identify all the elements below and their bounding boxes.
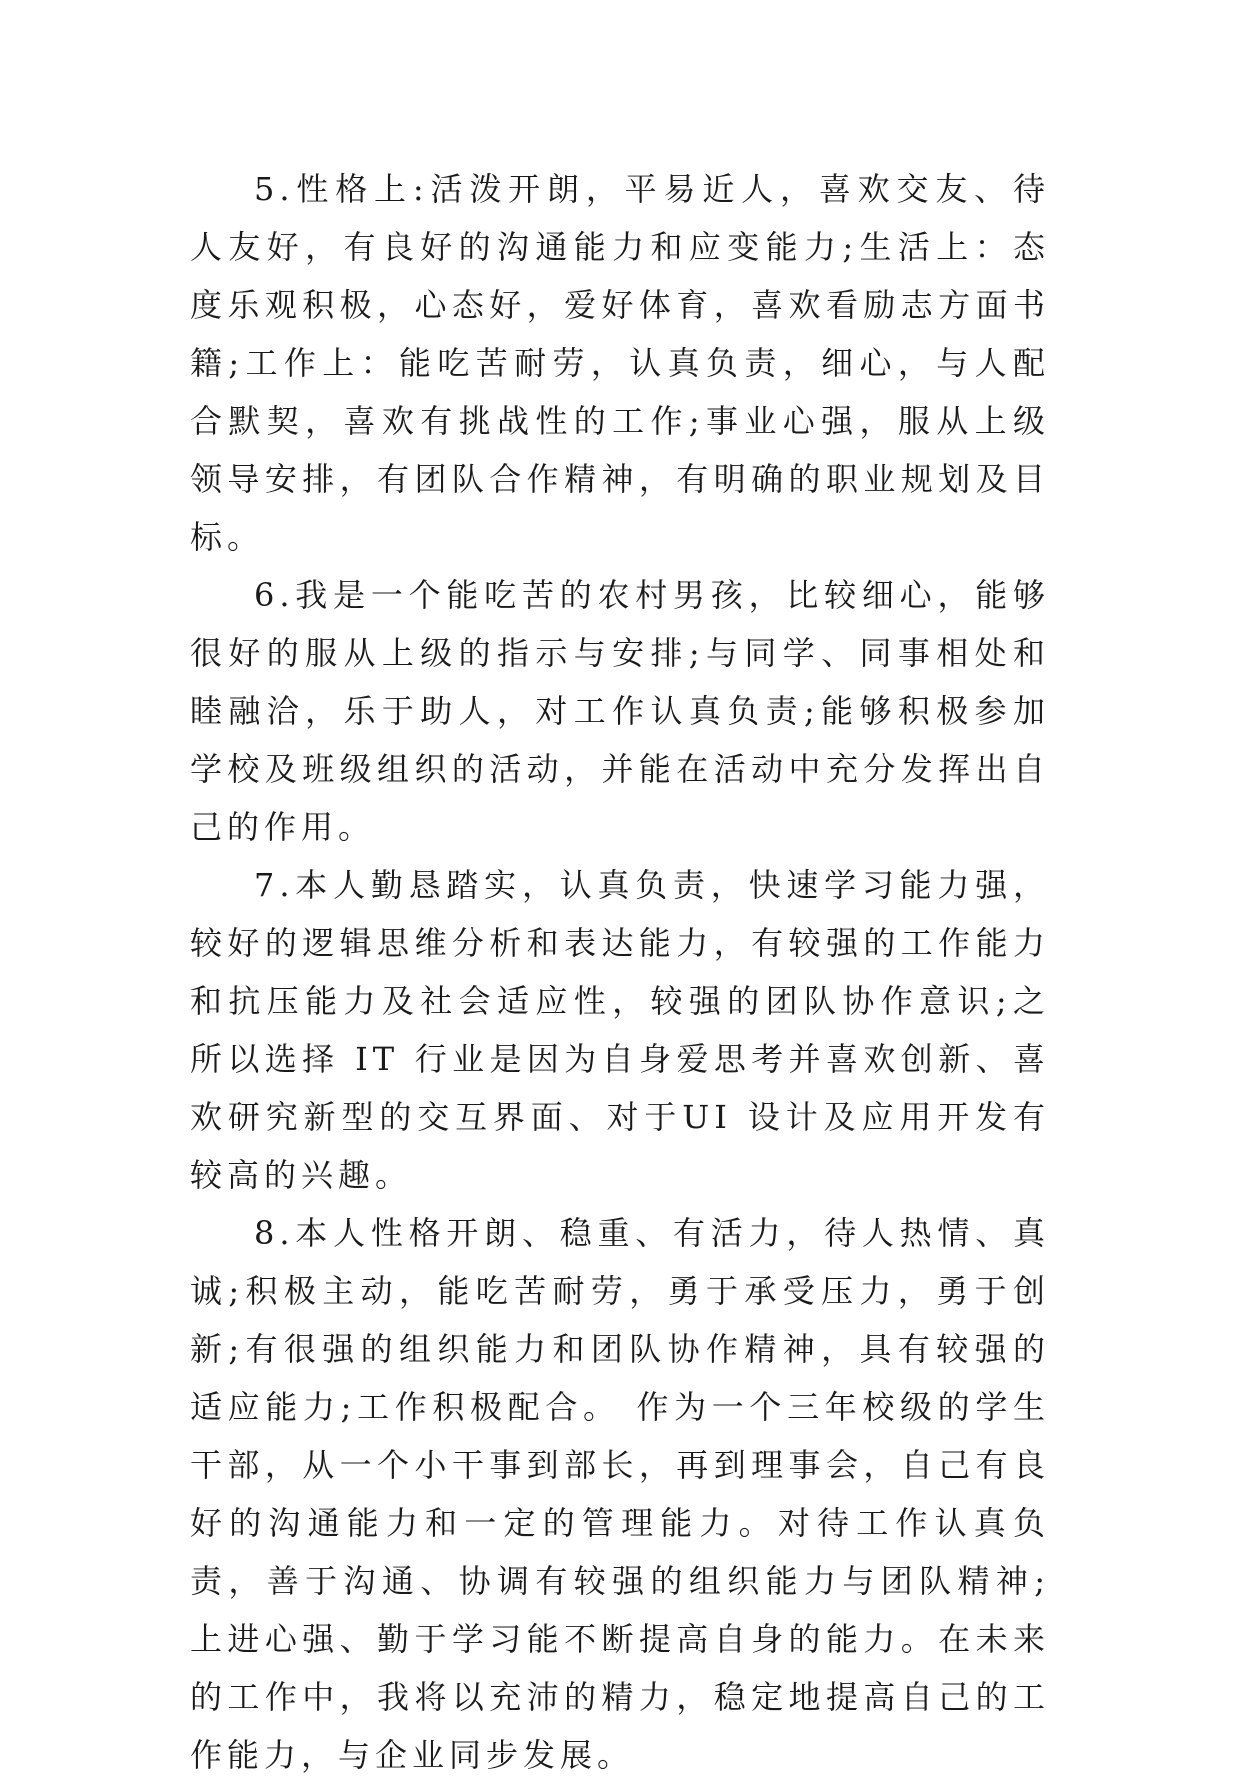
paragraph-8: 8.本人性格开朗、稳重、有活力，待人热情、真诚;积极主动，能吃苦耐劳，勇于承受压力，勇于创新;有很强的组织能力和团队协作精神，具有较强的适应能力;工作积极配合。 作为一个三年校级的学生干部，从一个小干事到部长，再到理事会，自己有良好的沟通能力和一定的管理能力。对待工作认真负责，善于沟通、协调有较强的组织能力与团队精神;上进心强、勤于学习能不断提高自身的能力。在未来的工作中，我将以充沛的精力，稳定地提高自己的工作能力，与企业同步发展。	[190, 1214, 1050, 1774]
paragraph-6: 6.我是一个能吃苦的农村男孩，比较细心，能够很好的服从上级的指示与安排;与同学、同事相处和睦融洽，乐于助人，对工作认真负责;能够积极参加学校及班级组织的活动，并能在活动中充分发挥出自己的作用。	[190, 576, 1050, 846]
paragraph-5: 5.性格上:活泼开朗，平易近人，喜欢交友、待人友好，有良好的沟通能力和应变能力;生活上：态度乐观积极，心态好，爱好体育，喜欢看励志方面书籍;工作上：能吃苦耐劳，认真负责，细心，与人配合默契，喜欢有挑战性的工作;事业心强，服从上级领导安排，有团队合作精神，有明确的职业规划及目标。	[190, 170, 1050, 556]
document-body	[190, 160, 1050, 1784]
paragraph-7: 7.本人勤恳踏实，认真负责，快速学习能力强，较好的逻辑思维分析和表达能力，有较强的工作能力和抗压能力及社会适应性，较强的团队协作意识;之所以选择 IT 行业是因为自身爱思考并喜欢创新、喜欢研究新型的交互界面、对于UI 设计及应用开发有较高的兴趣。	[190, 866, 1050, 1194]
